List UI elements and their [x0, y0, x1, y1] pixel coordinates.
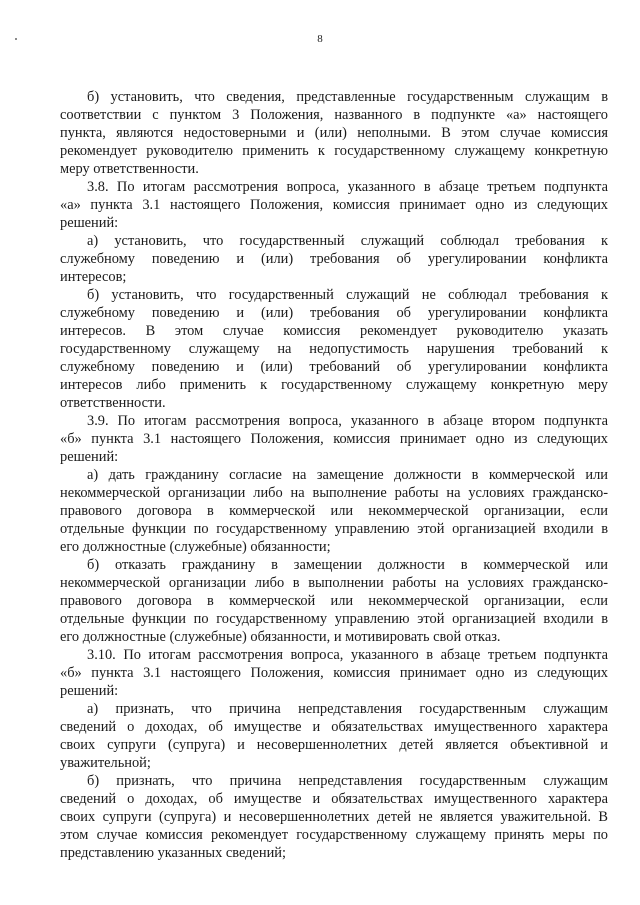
text-line: 3.8. По итогам рассмотрения вопроса, указанного в абзаце третьем подпункта — [87, 179, 608, 195]
text-line: меру ответственности. — [60, 161, 199, 177]
text-line: решений: — [60, 449, 119, 465]
text-line: его должностные (служебные) обязанности, и мотивировать свой отказ. — [60, 629, 501, 645]
text-line: сведений о доходах, об имуществе и обязательствах имущественного характера — [60, 791, 608, 807]
page-number: 8 — [317, 33, 323, 45]
text-line: б) признать, что причина непредставления государственным служащим — [87, 773, 608, 789]
text-line: правового договора в коммерческой или некоммерческой организации, если — [60, 503, 608, 519]
text-line: этом случае комиссия рекомендует государственному служащему принять меры по — [60, 827, 608, 843]
text-line: отдельные функции по государственному управлению этой организацией входили в — [60, 521, 608, 537]
text-line: а) установить, что государственный служащий соблюдал требования к — [87, 233, 608, 249]
text-line: служебному поведению и (или) требования об урегулировании конфликта — [60, 251, 608, 267]
text-line: ответственности. — [60, 395, 166, 411]
text-line: б) установить, что государственный служащий не соблюдал требования к — [87, 287, 608, 303]
text-line: решений: — [60, 215, 119, 231]
text-line: «б» пункта 3.1 настоящего Положения, комиссия принимает одно из следующих — [60, 665, 608, 681]
text-line: уважительной; — [60, 755, 151, 771]
text-line: а) признать, что причина непредставления государственным служащим — [87, 701, 608, 717]
text-line: б) отказать гражданину в замещении должности в коммерческой или — [87, 557, 608, 573]
text-line: некоммерческой организации либо на выполнение работы на условиях гражданско- — [60, 485, 608, 501]
text-line: сведений о доходах, об имуществе и обязательствах имущественного характера — [60, 719, 608, 735]
text-line: решений: — [60, 683, 119, 699]
text-line: «б» пункта 3.1 настоящего Положения, комиссия принимает одно из следующих — [60, 431, 608, 447]
text-line: интересов. В этом случае комиссия рекомендует руководителю указать — [60, 323, 608, 339]
text-line: его должностные (служебные) обязанности; — [60, 539, 331, 555]
text-line: некоммерческой организации либо в выполнении работы на условиях гражданско- — [60, 575, 608, 591]
text-line: интересов; — [60, 269, 127, 285]
text-line: отдельные функции по государственному управлению этой организацией входили в — [60, 611, 608, 627]
text-line: 3.10. По итогам рассмотрения вопроса, указанного в абзаце третьем подпункта — [87, 647, 608, 663]
text-line: своих супруги (супруга) и несовершеннолетних детей является объективной и — [60, 737, 608, 753]
text-line: соответствии с пунктом 3 Положения, названного в подпункте «а» настоящего — [60, 107, 608, 123]
text-line: интересов либо применить к государственному служащему конкретную меру — [60, 377, 608, 393]
text-line: своих супруги (супруга) и несовершеннолетних детей не является уважительной. В — [60, 809, 608, 825]
text-line: служебному поведению и (или) требований об урегулировании конфликта — [60, 359, 608, 375]
text-line: пункта, являются недостоверными и (или) неполными. В этом случае комиссия — [60, 125, 608, 141]
text-line: государственному служащему на недопустимость нарушения требований к — [60, 341, 608, 357]
text-line: представлению указанных сведений; — [60, 845, 286, 861]
text-line: 3.9. По итогам рассмотрения вопроса, указанного в абзаце втором подпункта — [87, 413, 608, 429]
text-line: а) дать гражданину согласие на замещение должности в коммерческой или — [87, 467, 608, 483]
text-line: б) установить, что сведения, представленные государственным служащим в — [87, 89, 608, 105]
text-line: служебному поведению и (или) требования об урегулировании конфликта — [60, 305, 608, 321]
text-line: «а» пункта 3.1 настоящего Положения, комиссия принимает одно из следующих — [60, 197, 608, 213]
text-line: рекомендует руководителю применить к государственному служащему конкретную — [60, 143, 608, 159]
text-line: правового договора в коммерческой или некоммерческой организации, если — [60, 593, 608, 609]
